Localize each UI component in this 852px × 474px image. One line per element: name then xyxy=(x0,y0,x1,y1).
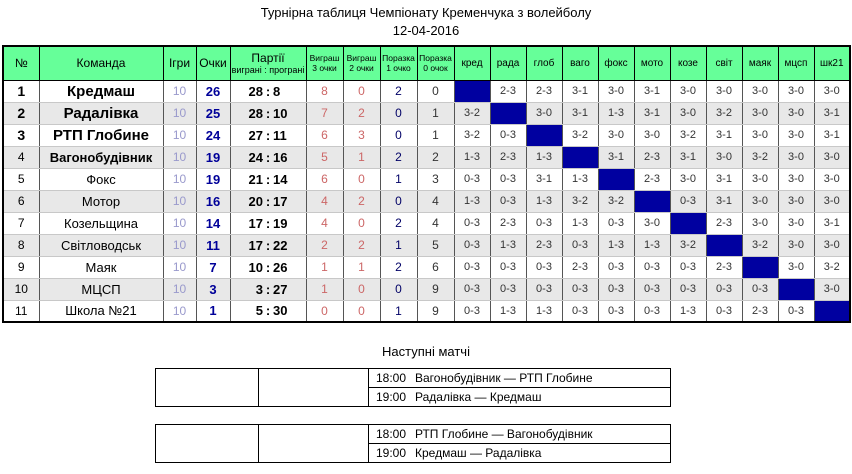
points-cell: 14 xyxy=(196,212,230,234)
cross-cell: 0-3 xyxy=(490,124,526,146)
cross-cell: 3-0 xyxy=(778,168,814,190)
match-teams: Кредмаш — Радалівка xyxy=(415,446,542,460)
cross-cell: 3-0 xyxy=(778,212,814,234)
games-cell: 10 xyxy=(163,278,196,300)
cross-cell: 3-0 xyxy=(634,212,670,234)
points-cell: 7 xyxy=(196,256,230,278)
cross-cell: 3-0 xyxy=(634,124,670,146)
points-cell: 1 xyxy=(196,300,230,322)
loss1-cell: 0 xyxy=(380,102,417,124)
cross-diagonal-cell xyxy=(742,256,778,278)
points-cell: 3 xyxy=(196,278,230,300)
next-matches-heading: Наступні матчі xyxy=(382,344,470,359)
cross-cell: 3-1 xyxy=(706,190,742,212)
win3-cell: 4 xyxy=(306,190,343,212)
cross-cell: 3-1 xyxy=(814,212,850,234)
cross-cell: 1-3 xyxy=(490,300,526,322)
cross-header-kred: кред xyxy=(454,46,490,80)
cross-cell: 0-3 xyxy=(526,212,562,234)
cross-cell: 3-0 xyxy=(598,124,634,146)
loss1-cell: 2 xyxy=(380,212,417,234)
cross-cell: 0-3 xyxy=(706,278,742,300)
col-header-win2: Виграш 2 очки xyxy=(343,46,380,80)
win2-cell: 1 xyxy=(343,256,380,278)
loss1-cell: 1 xyxy=(380,168,417,190)
cross-cell: 1-3 xyxy=(634,234,670,256)
loss0-cell: 6 xyxy=(417,256,454,278)
win2-cell: 2 xyxy=(343,234,380,256)
win2-cell: 2 xyxy=(343,102,380,124)
cross-cell: 3-0 xyxy=(742,80,778,102)
match-time: 18:00 xyxy=(376,427,407,441)
win3-cell: 7 xyxy=(306,102,343,124)
rank-cell: 10 xyxy=(3,278,39,300)
cross-cell: 2-3 xyxy=(490,212,526,234)
cross-cell: 2-3 xyxy=(706,212,742,234)
cross-cell: 0-3 xyxy=(562,234,598,256)
points-cell: 24 xyxy=(196,124,230,146)
cross-cell: 0-3 xyxy=(742,278,778,300)
table-row xyxy=(3,124,850,146)
cross-diagonal-cell xyxy=(814,300,850,322)
team-cell: Світловодськ xyxy=(39,234,163,256)
cross-diagonal-cell xyxy=(634,190,670,212)
sets-cell: 28 : 8 xyxy=(230,80,306,102)
loss0-cell: 3 xyxy=(417,168,454,190)
cross-cell: 3-1 xyxy=(562,80,598,102)
loss0-cell: 5 xyxy=(417,234,454,256)
team-cell: Кредмаш xyxy=(39,80,163,102)
cross-cell: 2-3 xyxy=(634,146,670,168)
sets-cell: 20 : 17 xyxy=(230,190,306,212)
loss1-cell: 2 xyxy=(380,146,417,168)
rank-cell: 5 xyxy=(3,168,39,190)
table-row xyxy=(3,80,850,102)
table-row xyxy=(3,256,850,278)
sets-cell: 3 : 27 xyxy=(230,278,306,300)
cross-cell: 1-3 xyxy=(490,234,526,256)
cross-cell: 0-3 xyxy=(670,256,706,278)
cross-cell: 3-2 xyxy=(706,102,742,124)
loss1-cell: 1 xyxy=(380,234,417,256)
points-cell: 19 xyxy=(196,168,230,190)
team-cell: Вагонобудівник xyxy=(39,146,163,168)
games-cell: 10 xyxy=(163,212,196,234)
cross-cell: 2-3 xyxy=(634,168,670,190)
loss0-cell: 9 xyxy=(417,300,454,322)
games-cell: 10 xyxy=(163,300,196,322)
cross-cell: 3-0 xyxy=(742,168,778,190)
team-cell: РТП Глобине xyxy=(39,124,163,146)
win2-cell: 0 xyxy=(343,168,380,190)
cross-cell: 3-0 xyxy=(814,80,850,102)
cross-cell: 0-3 xyxy=(526,256,562,278)
cross-cell: 3-2 xyxy=(670,124,706,146)
rank-cell: 1 xyxy=(3,80,39,102)
loss0-cell: 0 xyxy=(417,80,454,102)
header-row xyxy=(3,46,850,80)
cross-cell: 3-0 xyxy=(742,190,778,212)
points-cell: 19 xyxy=(196,146,230,168)
loss0-cell: 4 xyxy=(417,212,454,234)
rank-cell: 6 xyxy=(3,190,39,212)
cross-cell: 0-3 xyxy=(490,190,526,212)
cross-header-glob: глоб xyxy=(526,46,562,80)
cross-cell: 0-3 xyxy=(562,300,598,322)
table-row xyxy=(3,190,850,212)
loss0-cell: 1 xyxy=(417,102,454,124)
loss0-cell: 4 xyxy=(417,190,454,212)
games-cell: 10 xyxy=(163,234,196,256)
table-row xyxy=(3,168,850,190)
cross-cell: 3-0 xyxy=(742,102,778,124)
col-header-num: № xyxy=(3,46,39,80)
rank-cell: 8 xyxy=(3,234,39,256)
win2-cell: 2 xyxy=(343,190,380,212)
cross-diagonal-cell xyxy=(454,80,490,102)
sets-cell: 27 : 11 xyxy=(230,124,306,146)
cross-cell: 0-3 xyxy=(454,234,490,256)
win2-cell: 0 xyxy=(343,278,380,300)
games-cell: 10 xyxy=(163,168,196,190)
sets-cell: 28 : 10 xyxy=(230,102,306,124)
points-cell: 16 xyxy=(196,190,230,212)
loss0-cell: 2 xyxy=(417,146,454,168)
cross-cell: 2-3 xyxy=(490,80,526,102)
cross-cell: 3-0 xyxy=(778,256,814,278)
cross-cell: 1-3 xyxy=(670,300,706,322)
cross-cell: 3-1 xyxy=(670,146,706,168)
cross-cell: 0-3 xyxy=(454,278,490,300)
cross-cell: 3-0 xyxy=(670,102,706,124)
table-row xyxy=(3,146,850,168)
cross-cell: 0-3 xyxy=(454,256,490,278)
rank-cell: 4 xyxy=(3,146,39,168)
next-matches-block-2 xyxy=(155,424,671,463)
cross-cell: 3-1 xyxy=(706,124,742,146)
win3-cell: 5 xyxy=(306,146,343,168)
cross-cell: 1-3 xyxy=(562,212,598,234)
cross-cell: 0-3 xyxy=(670,190,706,212)
team-cell: Мотор xyxy=(39,190,163,212)
cross-cell: 3-2 xyxy=(742,146,778,168)
cross-header-svit: світ xyxy=(706,46,742,80)
win2-cell: 3 xyxy=(343,124,380,146)
cross-cell: 0-3 xyxy=(454,300,490,322)
cross-cell: 0-3 xyxy=(490,168,526,190)
match-teams: РТП Глобине — Вагонобудівник xyxy=(415,427,593,441)
cross-cell: 3-0 xyxy=(778,102,814,124)
loss1-cell: 0 xyxy=(380,278,417,300)
sets-cell: 21 : 14 xyxy=(230,168,306,190)
cross-cell: 1-3 xyxy=(562,168,598,190)
cross-cell: 0-3 xyxy=(634,278,670,300)
cross-cell: 3-2 xyxy=(742,234,778,256)
loss1-cell: 0 xyxy=(380,190,417,212)
table-row xyxy=(3,102,850,124)
loss1-cell: 2 xyxy=(380,80,417,102)
cross-cell: 3-0 xyxy=(706,80,742,102)
col-header-loss1: Поразка 1 очко xyxy=(380,46,417,80)
cross-cell: 1-3 xyxy=(526,190,562,212)
table-row xyxy=(3,278,850,300)
win3-cell: 6 xyxy=(306,168,343,190)
team-cell: Радалівка xyxy=(39,102,163,124)
cross-header-koze: козе xyxy=(670,46,706,80)
cross-cell: 3-2 xyxy=(454,124,490,146)
team-cell: МЦСП xyxy=(39,278,163,300)
match-teams: Радалівка — Кредмаш xyxy=(415,390,542,404)
cross-cell: 0-3 xyxy=(598,256,634,278)
cross-header-mcsp: мцсп xyxy=(778,46,814,80)
match-time: 19:00 xyxy=(376,390,407,404)
empty-cell xyxy=(156,425,259,463)
cross-cell: 3-1 xyxy=(814,102,850,124)
cross-cell: 3-0 xyxy=(670,168,706,190)
cross-cell: 3-0 xyxy=(778,234,814,256)
cross-cell: 3-1 xyxy=(526,168,562,190)
loss1-cell: 2 xyxy=(380,256,417,278)
cross-cell: 3-0 xyxy=(670,80,706,102)
loss0-cell: 1 xyxy=(417,124,454,146)
win2-cell: 0 xyxy=(343,80,380,102)
win2-cell: 1 xyxy=(343,146,380,168)
match-time: 19:00 xyxy=(376,446,407,460)
empty-cell xyxy=(156,369,259,407)
win2-cell: 0 xyxy=(343,212,380,234)
cross-header-vago: ваго xyxy=(562,46,598,80)
standings-table xyxy=(2,45,851,323)
sets-cell: 17 : 19 xyxy=(230,212,306,234)
cross-header-moto: мото xyxy=(634,46,670,80)
cross-cell: 0-3 xyxy=(598,300,634,322)
win3-cell: 2 xyxy=(306,234,343,256)
standings-body xyxy=(3,80,850,322)
page-title: Турнірна таблиця Чемпіонату Кременчука з волейболу xyxy=(260,5,592,20)
cross-cell: 3-1 xyxy=(562,102,598,124)
cross-cell: 1-3 xyxy=(526,146,562,168)
games-cell: 10 xyxy=(163,124,196,146)
cross-cell: 0-3 xyxy=(634,256,670,278)
cross-cell: 3-0 xyxy=(814,168,850,190)
match-cell xyxy=(369,444,671,463)
cross-diagonal-cell xyxy=(706,234,742,256)
games-cell: 10 xyxy=(163,146,196,168)
cross-cell: 3-0 xyxy=(742,124,778,146)
cross-cell: 0-3 xyxy=(706,300,742,322)
cross-diagonal-cell xyxy=(778,278,814,300)
win3-cell: 1 xyxy=(306,278,343,300)
cross-cell: 3-0 xyxy=(526,102,562,124)
points-cell: 26 xyxy=(196,80,230,102)
cross-cell: 3-0 xyxy=(778,124,814,146)
team-cell: Фокс xyxy=(39,168,163,190)
cross-header-shk21: шк21 xyxy=(814,46,850,80)
cross-cell: 3-2 xyxy=(454,102,490,124)
match-cell xyxy=(369,388,671,407)
sets-cell: 17 : 22 xyxy=(230,234,306,256)
cross-cell: 0-3 xyxy=(562,278,598,300)
cross-header-mayak: маяк xyxy=(742,46,778,80)
team-cell: Школа №21 xyxy=(39,300,163,322)
cross-cell: 1-3 xyxy=(598,234,634,256)
win3-cell: 6 xyxy=(306,124,343,146)
loss1-cell: 0 xyxy=(380,124,417,146)
rank-cell: 9 xyxy=(3,256,39,278)
cross-cell: 2-3 xyxy=(526,80,562,102)
cross-cell: 1-3 xyxy=(526,300,562,322)
col-header-loss0: Поразка 0 очок xyxy=(417,46,454,80)
cross-cell: 2-3 xyxy=(490,146,526,168)
match-time: 18:00 xyxy=(376,371,407,385)
cross-cell: 0-3 xyxy=(490,256,526,278)
cross-header-foks: фокс xyxy=(598,46,634,80)
cross-cell: 3-0 xyxy=(778,80,814,102)
cross-cell: 0-3 xyxy=(490,278,526,300)
sets-cell: 5 : 30 xyxy=(230,300,306,322)
cross-cell: 2-3 xyxy=(742,300,778,322)
table-row xyxy=(3,234,850,256)
cross-cell: 3-0 xyxy=(778,190,814,212)
win3-cell: 1 xyxy=(306,256,343,278)
games-cell: 10 xyxy=(163,190,196,212)
cross-cell: 3-1 xyxy=(598,146,634,168)
games-cell: 10 xyxy=(163,256,196,278)
rank-cell: 7 xyxy=(3,212,39,234)
cross-diagonal-cell xyxy=(526,124,562,146)
cross-cell: 3-0 xyxy=(706,146,742,168)
cross-cell: 0-3 xyxy=(526,278,562,300)
sets-cell: 10 : 26 xyxy=(230,256,306,278)
col-header-games: Ігри xyxy=(163,46,196,80)
cross-cell: 3-0 xyxy=(814,190,850,212)
win2-cell: 0 xyxy=(343,300,380,322)
cross-cell: 3-0 xyxy=(814,278,850,300)
cross-cell: 3-0 xyxy=(598,80,634,102)
col-header-win3: Виграш 3 очки xyxy=(306,46,343,80)
cross-cell: 0-3 xyxy=(598,278,634,300)
points-cell: 25 xyxy=(196,102,230,124)
empty-cell xyxy=(259,425,369,463)
cross-cell: 3-1 xyxy=(814,124,850,146)
table-row xyxy=(3,212,850,234)
cross-cell: 0-3 xyxy=(778,300,814,322)
team-cell: Козельщина xyxy=(39,212,163,234)
col-header-team: Команда xyxy=(39,46,163,80)
page-date: 12-04-2016 xyxy=(392,23,460,38)
match-cell xyxy=(369,425,671,444)
cross-cell: 0-3 xyxy=(670,278,706,300)
rank-cell: 2 xyxy=(3,102,39,124)
cross-cell: 2-3 xyxy=(562,256,598,278)
cross-cell: 0-3 xyxy=(598,212,634,234)
cross-cell: 1-3 xyxy=(598,102,634,124)
match-teams: Вагонобудівник — РТП Глобине xyxy=(415,371,593,385)
cross-diagonal-cell xyxy=(598,168,634,190)
cross-cell: 3-2 xyxy=(598,190,634,212)
col-header-points: Очки xyxy=(196,46,230,80)
col-header-sets: Партії виграні : програні xyxy=(230,46,306,80)
games-cell: 10 xyxy=(163,102,196,124)
match-row xyxy=(156,369,671,388)
cross-cell: 3-2 xyxy=(562,190,598,212)
loss0-cell: 9 xyxy=(417,278,454,300)
cross-header-rada: рада xyxy=(490,46,526,80)
games-cell: 10 xyxy=(163,80,196,102)
rank-cell: 11 xyxy=(3,300,39,322)
cross-cell: 2-3 xyxy=(526,234,562,256)
cross-cell: 3-0 xyxy=(778,146,814,168)
win3-cell: 8 xyxy=(306,80,343,102)
cross-diagonal-cell xyxy=(490,102,526,124)
cross-cell: 3-0 xyxy=(814,234,850,256)
win3-cell: 0 xyxy=(306,300,343,322)
cross-cell: 0-3 xyxy=(634,300,670,322)
cross-diagonal-cell xyxy=(670,212,706,234)
cross-cell: 0-3 xyxy=(454,168,490,190)
points-cell: 11 xyxy=(196,234,230,256)
cross-diagonal-cell xyxy=(562,146,598,168)
cross-cell: 3-1 xyxy=(634,80,670,102)
cross-cell: 3-2 xyxy=(670,234,706,256)
cross-cell: 1-3 xyxy=(454,146,490,168)
empty-cell xyxy=(259,369,369,407)
loss1-cell: 1 xyxy=(380,300,417,322)
cross-cell: 0-3 xyxy=(454,212,490,234)
team-cell: Маяк xyxy=(39,256,163,278)
cross-cell: 3-1 xyxy=(706,168,742,190)
sets-cell: 24 : 16 xyxy=(230,146,306,168)
win3-cell: 4 xyxy=(306,212,343,234)
rank-cell: 3 xyxy=(3,124,39,146)
cross-cell: 2-3 xyxy=(706,256,742,278)
next-matches-block-1 xyxy=(155,368,671,407)
cross-cell: 3-0 xyxy=(814,146,850,168)
table-row xyxy=(3,300,850,322)
cross-cell: 3-2 xyxy=(814,256,850,278)
match-row xyxy=(156,425,671,444)
cross-cell: 1-3 xyxy=(454,190,490,212)
cross-cell: 3-1 xyxy=(634,102,670,124)
cross-cell: 3-0 xyxy=(742,212,778,234)
match-cell xyxy=(369,369,671,388)
cross-cell: 3-2 xyxy=(562,124,598,146)
